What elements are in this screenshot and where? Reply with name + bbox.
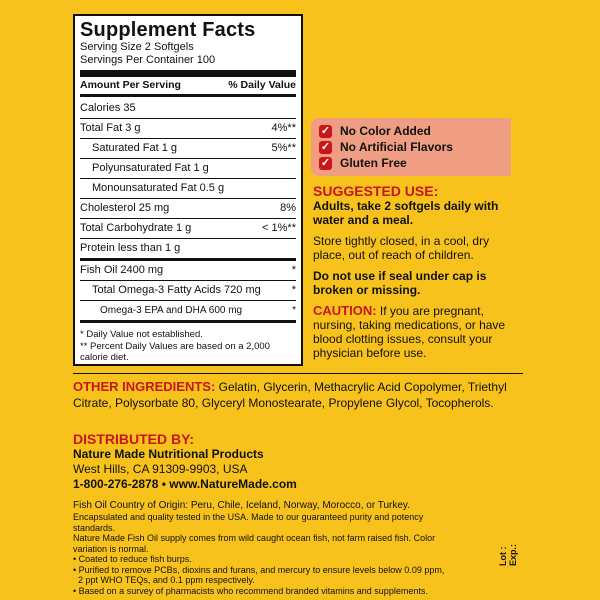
- facts-row: Total Carbohydrate 1 g < 1%**: [80, 219, 296, 239]
- fine-print-line: 2 ppt WHO TEQs, and 0.1 ppm respectively.: [78, 575, 255, 585]
- facts-row: Cholesterol 25 mg 8%: [80, 199, 296, 219]
- facts-row: Total Fat 3 g 4%**: [80, 119, 296, 139]
- section-divider: [73, 373, 523, 374]
- fine-print-line: • Coated to reduce fish burps.: [73, 554, 192, 564]
- ingredients-text: Gelatin, Glycerin, Methacrylic Acid Copolymer, Triethyl Citrate, Polysorbate 80, Glyceryl Monostearate, Propylene Glycol, Tocopherols.: [73, 380, 507, 410]
- check-icon: ✓: [320, 124, 331, 137]
- claims-box: [311, 118, 511, 176]
- suggested-use: [313, 184, 513, 367]
- facts-footnote: ** Percent Daily Values are based on a 2,000 calorie diet.: [80, 341, 270, 363]
- fine-print-line: Encapsulated and quality tested in the USA. Made to our guaranteed purity and potency standards.: [73, 512, 424, 533]
- ingredients-heading: OTHER INGREDIENTS:: [73, 379, 216, 394]
- facts-row: Total Omega-3 Fatty Acids 720 mg *: [80, 281, 296, 301]
- fine-print-line: • Based on a survey of pharmacists who recommend branded vitamins and supplements.: [73, 585, 428, 596]
- lot-exp: [498, 544, 518, 566]
- fine-print-line: • Purified to remove PCBs, dioxins and furans, and mercury to ensure levels below 0.09 ppm,: [73, 564, 445, 575]
- distributor-name: Nature Made Nutritional Products: [73, 447, 264, 461]
- distributor: [73, 432, 373, 492]
- fine-print-line: Nature Made Fish Oil supply comes from wild caught ocean fish, not farm raised fish. Color variation is normal.: [73, 533, 436, 554]
- check-icon: ✓: [320, 140, 331, 153]
- suggested-use-heading: SUGGESTED USE:: [313, 183, 439, 199]
- facts-row: Calories 35: [80, 99, 296, 119]
- origin-text: Fish Oil Country of Origin: Peru, Chile, Iceland, Norway, Morocco, or Turkey.: [73, 500, 410, 511]
- facts-row: Fish Oil 2400 mg *: [80, 261, 296, 281]
- claim-item: ✓ No Color Added: [320, 124, 431, 138]
- fine-print: [73, 500, 463, 596]
- facts-divider: [80, 94, 296, 97]
- facts-header-row: [80, 79, 296, 92]
- facts-row: Omega-3 EPA and DHA 600 mg *: [80, 301, 296, 323]
- distributor-address: West Hills, CA 91309-9903, USA: [73, 462, 248, 476]
- check-icon: ✓: [320, 156, 331, 169]
- other-ingredients: [73, 379, 533, 411]
- servings-per-container: Servings Per Container 100: [80, 54, 216, 66]
- dv-header: % Daily Value: [228, 79, 296, 91]
- claim-item: ✓ No Artificial Flavors: [320, 140, 453, 154]
- distributor-contact: 1-800-276-2878 • www.NatureMade.com: [73, 477, 297, 491]
- facts-row: Monounsaturated Fat 0.5 g: [80, 179, 296, 199]
- facts-footnote: * Daily Value not established.: [80, 329, 203, 340]
- facts-divider: [80, 70, 296, 77]
- caution-text: CAUTION: If you are pregnant, nursing, taking medications, or have blood clotting issues, consult your physician before use.: [313, 303, 506, 360]
- facts-row: Polyunsaturated Fat 1 g: [80, 159, 296, 179]
- amount-header: Amount Per Serving: [80, 79, 181, 91]
- claim-item: ✓ Gluten Free: [320, 156, 407, 170]
- exp-label: Exp.:: [508, 543, 518, 566]
- facts-row: Saturated Fat 1 g 5%**: [80, 139, 296, 159]
- facts-row: Protein less than 1 g: [80, 239, 296, 261]
- supplement-facts-panel: [73, 14, 303, 366]
- distributor-heading: DISTRIBUTED BY:: [73, 431, 195, 447]
- serving-size: Serving Size 2 Softgels: [80, 41, 194, 53]
- facts-title: Supplement Facts: [80, 19, 256, 41]
- storage-text: Store tightly closed, in a cool, dry place, out of reach of children.: [313, 234, 490, 262]
- seal-warning: Do not use if seal under cap is broken or missing.: [313, 269, 487, 297]
- lot-label: Lot :: [498, 546, 508, 566]
- dose-text: Adults, take 2 softgels daily with water and a meal.: [313, 199, 499, 227]
